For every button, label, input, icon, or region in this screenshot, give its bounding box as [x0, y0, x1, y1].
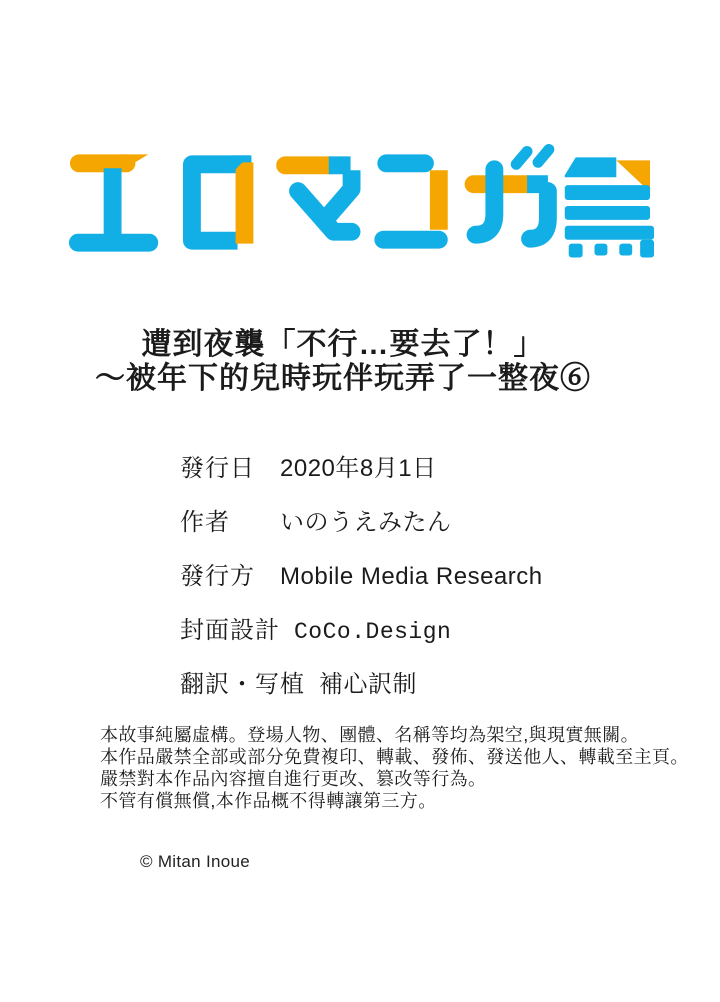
credit-value: 2020年8月1日	[280, 455, 437, 482]
logo-glyph-ma	[285, 165, 351, 231]
credit-label: 翻訳・写植	[180, 671, 305, 698]
disclaimer-block	[100, 724, 689, 812]
logo-glyph-shima	[565, 157, 654, 257]
logo-glyph-ga	[474, 149, 549, 238]
disclaimer-line: 本故事純屬虛構。登場人物、團體、名稱等均為架空,與現實無關。	[100, 725, 639, 745]
eromanga-jima-logo	[65, 144, 655, 262]
credits-list	[180, 448, 543, 718]
credit-label: 封面設計	[180, 617, 280, 644]
credit-row-author	[180, 502, 543, 536]
work-title-line1: 遭到夜襲「不行…要去了！」	[141, 328, 545, 361]
copyright-notice: © Mitan Inoue	[140, 852, 250, 871]
credit-value: いのうえみたん	[280, 509, 452, 536]
disclaimer-line: 嚴禁對本作品內容擅自進行更改、篡改等行為。	[100, 769, 487, 789]
logo-glyph-n	[383, 163, 439, 239]
disclaimer-line: 本作品嚴禁全部或部分免費複印、轉載、發佈、發送他人、轉載至主頁。	[100, 747, 689, 767]
logo-glyph-e	[78, 154, 149, 242]
eromanga-jima-logo-art	[65, 144, 655, 262]
logo-glyph-ro	[192, 155, 251, 243]
work-title	[0, 328, 720, 396]
credit-value: 補心訳制	[319, 671, 417, 698]
disclaimer-line: 不管有償無償,本作品概不得轉讓第三方。	[100, 791, 437, 811]
credit-row-translation	[180, 664, 543, 698]
credit-row-publish-date	[180, 448, 543, 482]
credit-label: 發行日	[180, 455, 255, 482]
credit-row-publisher	[180, 556, 543, 590]
credit-value: Mobile Media Research	[280, 563, 543, 590]
credit-value: CoCo.Design	[294, 619, 452, 645]
credit-label: 發行方	[180, 563, 255, 590]
work-title-line2: ～被年下的兒時玩伴玩弄了一整夜⑥	[95, 362, 591, 395]
credit-label: 作者	[180, 509, 230, 536]
credit-row-cover-design	[180, 610, 543, 645]
